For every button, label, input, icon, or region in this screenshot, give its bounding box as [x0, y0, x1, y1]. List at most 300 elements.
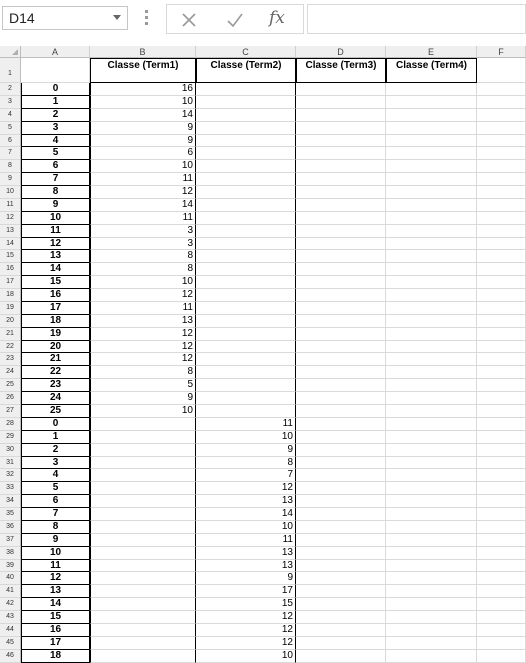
cell-a7[interactable]: 5: [21, 147, 90, 160]
row-header-17[interactable]: 17: [0, 276, 21, 289]
cell-a29[interactable]: 1: [21, 431, 90, 444]
more-options-icon[interactable]: [145, 10, 149, 26]
cell-f34[interactable]: [477, 495, 526, 508]
row-header-32[interactable]: 32: [0, 469, 21, 482]
cell-a11[interactable]: 9: [21, 199, 90, 212]
cell-d30[interactable]: [296, 444, 386, 457]
cell-b28[interactable]: [90, 418, 196, 431]
cell-c41[interactable]: 17: [196, 585, 296, 598]
cell-f6[interactable]: [477, 135, 526, 148]
row-header-37[interactable]: 37: [0, 534, 21, 547]
cell-b25[interactable]: 5: [90, 379, 196, 392]
row-header-9[interactable]: 9: [0, 173, 21, 186]
cell-b10[interactable]: 12: [90, 186, 196, 199]
row-header-7[interactable]: 7: [0, 147, 21, 160]
cell-e31[interactable]: [386, 457, 477, 470]
row-header-31[interactable]: 31: [0, 457, 21, 470]
cell-d5[interactable]: [296, 122, 386, 135]
cell-d15[interactable]: [296, 250, 386, 263]
cell-e18[interactable]: [386, 289, 477, 302]
row-header-20[interactable]: 20: [0, 315, 21, 328]
cell-c7[interactable]: [196, 147, 296, 160]
cell-e14[interactable]: [386, 238, 477, 251]
cell-f39[interactable]: [477, 560, 526, 573]
cell-f40[interactable]: [477, 572, 526, 585]
cell-c15[interactable]: [196, 250, 296, 263]
row-header-11[interactable]: 11: [0, 199, 21, 212]
cell-b14[interactable]: 3: [90, 238, 196, 251]
cell-c27[interactable]: [196, 405, 296, 418]
enter-icon[interactable]: [225, 10, 245, 30]
row-header-44[interactable]: 44: [0, 624, 21, 637]
cell-e11[interactable]: [386, 199, 477, 212]
cell-a18[interactable]: 16: [21, 289, 90, 302]
row-header-12[interactable]: 12: [0, 212, 21, 225]
cell-c34[interactable]: 13: [196, 495, 296, 508]
cell-e36[interactable]: [386, 521, 477, 534]
row-header-45[interactable]: 45: [0, 637, 21, 650]
cell-c22[interactable]: [196, 341, 296, 354]
cell-d39[interactable]: [296, 560, 386, 573]
cell-d24[interactable]: [296, 366, 386, 379]
cell-a34[interactable]: 6: [21, 495, 90, 508]
row-header-18[interactable]: 18: [0, 289, 21, 302]
row-header-23[interactable]: 23: [0, 353, 21, 366]
cell-e21[interactable]: [386, 328, 477, 341]
row-header-13[interactable]: 13: [0, 225, 21, 238]
cell-d42[interactable]: [296, 598, 386, 611]
cell-a42[interactable]: 14: [21, 598, 90, 611]
row-header-5[interactable]: 5: [0, 122, 21, 135]
cell-f20[interactable]: [477, 315, 526, 328]
cell-c43[interactable]: 12: [196, 611, 296, 624]
cell-d38[interactable]: [296, 547, 386, 560]
cell-f28[interactable]: [477, 418, 526, 431]
cell-f35[interactable]: [477, 508, 526, 521]
name-box[interactable]: [2, 6, 128, 30]
chevron-down-icon[interactable]: [113, 15, 121, 20]
row-header-3[interactable]: 3: [0, 96, 21, 109]
cell-a30[interactable]: 2: [21, 444, 90, 457]
cell-c12[interactable]: [196, 212, 296, 225]
cell-f21[interactable]: [477, 328, 526, 341]
column-header-c[interactable]: C: [196, 46, 296, 58]
cell-a27[interactable]: 25: [21, 405, 90, 418]
cell-b38[interactable]: [90, 547, 196, 560]
cell-e23[interactable]: [386, 353, 477, 366]
cell-d34[interactable]: [296, 495, 386, 508]
row-header-15[interactable]: 15: [0, 250, 21, 263]
cell-b39[interactable]: [90, 560, 196, 573]
cell-a26[interactable]: 24: [21, 392, 90, 405]
cell-e2[interactable]: [386, 83, 477, 96]
cell-f43[interactable]: [477, 611, 526, 624]
cell-e38[interactable]: [386, 547, 477, 560]
cell-c32[interactable]: 7: [196, 469, 296, 482]
cell-e32[interactable]: [386, 469, 477, 482]
cell-f3[interactable]: [477, 96, 526, 109]
cell-f15[interactable]: [477, 250, 526, 263]
cell-c9[interactable]: [196, 173, 296, 186]
cell-b6[interactable]: 9: [90, 135, 196, 148]
row-header-42[interactable]: 42: [0, 598, 21, 611]
cell-b27[interactable]: 10: [90, 405, 196, 418]
row-header-38[interactable]: 38: [0, 547, 21, 560]
cell-b5[interactable]: 9: [90, 122, 196, 135]
cell-a19[interactable]: 17: [21, 302, 90, 315]
header-cell-f[interactable]: [477, 58, 526, 83]
cell-f19[interactable]: [477, 302, 526, 315]
cell-e27[interactable]: [386, 405, 477, 418]
cell-e6[interactable]: [386, 135, 477, 148]
cell-a39[interactable]: 11: [21, 560, 90, 573]
cell-a31[interactable]: 3: [21, 457, 90, 470]
cell-f37[interactable]: [477, 534, 526, 547]
cell-b3[interactable]: 10: [90, 96, 196, 109]
cell-f44[interactable]: [477, 624, 526, 637]
row-header-4[interactable]: 4: [0, 109, 21, 122]
cell-e37[interactable]: [386, 534, 477, 547]
cell-a4[interactable]: 2: [21, 109, 90, 122]
cell-f14[interactable]: [477, 238, 526, 251]
row-header-46[interactable]: 46: [0, 650, 21, 663]
cell-b31[interactable]: [90, 457, 196, 470]
row-header-34[interactable]: 34: [0, 495, 21, 508]
cell-a9[interactable]: 7: [21, 173, 90, 186]
cell-a3[interactable]: 1: [21, 96, 90, 109]
row-header-16[interactable]: 16: [0, 263, 21, 276]
column-header-d[interactable]: D: [296, 46, 386, 58]
row-header-22[interactable]: 22: [0, 341, 21, 354]
cell-a10[interactable]: 8: [21, 186, 90, 199]
cell-f12[interactable]: [477, 212, 526, 225]
column-header-b[interactable]: B: [90, 46, 196, 58]
cell-e35[interactable]: [386, 508, 477, 521]
cell-b12[interactable]: 11: [90, 212, 196, 225]
cell-a45[interactable]: 17: [21, 637, 90, 650]
header-cell-c[interactable]: Classe (Term2): [196, 58, 296, 83]
row-header-40[interactable]: 40: [0, 572, 21, 585]
cell-d20[interactable]: [296, 315, 386, 328]
cell-b16[interactable]: 8: [90, 263, 196, 276]
cell-f17[interactable]: [477, 276, 526, 289]
cell-e33[interactable]: [386, 482, 477, 495]
cell-b22[interactable]: 12: [90, 341, 196, 354]
cell-b26[interactable]: 9: [90, 392, 196, 405]
row-header-21[interactable]: 21: [0, 328, 21, 341]
cell-e25[interactable]: [386, 379, 477, 392]
cell-d2[interactable]: [296, 83, 386, 96]
cell-b32[interactable]: [90, 469, 196, 482]
cell-e10[interactable]: [386, 186, 477, 199]
cell-d14[interactable]: [296, 238, 386, 251]
cell-b29[interactable]: [90, 431, 196, 444]
cell-d25[interactable]: [296, 379, 386, 392]
cell-f10[interactable]: [477, 186, 526, 199]
cell-c46[interactable]: 10: [196, 650, 296, 663]
cell-e29[interactable]: [386, 431, 477, 444]
cell-e39[interactable]: [386, 560, 477, 573]
cell-f25[interactable]: [477, 379, 526, 392]
cell-b45[interactable]: [90, 637, 196, 650]
cell-b21[interactable]: 12: [90, 328, 196, 341]
cell-f9[interactable]: [477, 173, 526, 186]
cell-b18[interactable]: 12: [90, 289, 196, 302]
cell-d22[interactable]: [296, 341, 386, 354]
cell-b44[interactable]: [90, 624, 196, 637]
cell-c25[interactable]: [196, 379, 296, 392]
cell-c44[interactable]: 12: [196, 624, 296, 637]
cell-b40[interactable]: [90, 572, 196, 585]
cell-d35[interactable]: [296, 508, 386, 521]
formula-input[interactable]: [307, 4, 526, 34]
cell-a33[interactable]: 5: [21, 482, 90, 495]
cell-f38[interactable]: [477, 547, 526, 560]
cell-c6[interactable]: [196, 135, 296, 148]
cell-a22[interactable]: 20: [21, 341, 90, 354]
cell-d33[interactable]: [296, 482, 386, 495]
cell-f5[interactable]: [477, 122, 526, 135]
cell-f45[interactable]: [477, 637, 526, 650]
row-header-10[interactable]: 10: [0, 186, 21, 199]
cell-e13[interactable]: [386, 225, 477, 238]
cell-c3[interactable]: [196, 96, 296, 109]
cell-a28[interactable]: 0: [21, 418, 90, 431]
row-header-24[interactable]: 24: [0, 366, 21, 379]
cell-c45[interactable]: 12: [196, 637, 296, 650]
cell-e5[interactable]: [386, 122, 477, 135]
cell-e9[interactable]: [386, 173, 477, 186]
cell-b9[interactable]: 11: [90, 173, 196, 186]
cell-f27[interactable]: [477, 405, 526, 418]
row-header-14[interactable]: 14: [0, 238, 21, 251]
row-header-25[interactable]: 25: [0, 379, 21, 392]
cell-a24[interactable]: 22: [21, 366, 90, 379]
cell-b33[interactable]: [90, 482, 196, 495]
cell-d41[interactable]: [296, 585, 386, 598]
cell-e30[interactable]: [386, 444, 477, 457]
header-cell-e[interactable]: Classe (Term4): [386, 58, 477, 83]
cell-f7[interactable]: [477, 147, 526, 160]
cell-a14[interactable]: 12: [21, 238, 90, 251]
cell-c8[interactable]: [196, 160, 296, 173]
cell-c31[interactable]: 8: [196, 457, 296, 470]
cell-d37[interactable]: [296, 534, 386, 547]
row-header-19[interactable]: 19: [0, 302, 21, 315]
cell-c16[interactable]: [196, 263, 296, 276]
cell-a46[interactable]: 18: [21, 650, 90, 663]
cell-b7[interactable]: 6: [90, 147, 196, 160]
cell-c38[interactable]: 13: [196, 547, 296, 560]
cell-a32[interactable]: 4: [21, 469, 90, 482]
cell-f42[interactable]: [477, 598, 526, 611]
row-header-33[interactable]: 33: [0, 482, 21, 495]
row-header-35[interactable]: 35: [0, 508, 21, 521]
cell-f4[interactable]: [477, 109, 526, 122]
row-header-43[interactable]: 43: [0, 611, 21, 624]
cell-d43[interactable]: [296, 611, 386, 624]
cell-f26[interactable]: [477, 392, 526, 405]
cell-f23[interactable]: [477, 353, 526, 366]
cell-f36[interactable]: [477, 521, 526, 534]
cell-b36[interactable]: [90, 521, 196, 534]
row-header-28[interactable]: 28: [0, 418, 21, 431]
header-cell-b[interactable]: Classe (Term1): [90, 58, 196, 83]
cell-f33[interactable]: [477, 482, 526, 495]
row-header-27[interactable]: 27: [0, 405, 21, 418]
cell-b30[interactable]: [90, 444, 196, 457]
cell-c36[interactable]: 10: [196, 521, 296, 534]
cell-a40[interactable]: 12: [21, 572, 90, 585]
cell-e24[interactable]: [386, 366, 477, 379]
cell-d45[interactable]: [296, 637, 386, 650]
cell-a38[interactable]: 10: [21, 547, 90, 560]
cell-d32[interactable]: [296, 469, 386, 482]
cell-d36[interactable]: [296, 521, 386, 534]
cell-f29[interactable]: [477, 431, 526, 444]
cell-f16[interactable]: [477, 263, 526, 276]
cell-e19[interactable]: [386, 302, 477, 315]
cell-f41[interactable]: [477, 585, 526, 598]
column-header-e[interactable]: E: [386, 46, 477, 58]
cell-e8[interactable]: [386, 160, 477, 173]
cell-e34[interactable]: [386, 495, 477, 508]
cell-d28[interactable]: [296, 418, 386, 431]
cell-d11[interactable]: [296, 199, 386, 212]
cell-a23[interactable]: 21: [21, 353, 90, 366]
cell-a36[interactable]: 8: [21, 521, 90, 534]
cell-e41[interactable]: [386, 585, 477, 598]
cell-e42[interactable]: [386, 598, 477, 611]
cell-b17[interactable]: 10: [90, 276, 196, 289]
cell-a37[interactable]: 9: [21, 534, 90, 547]
cell-b15[interactable]: 8: [90, 250, 196, 263]
select-all-button[interactable]: [0, 46, 21, 58]
cell-c33[interactable]: 12: [196, 482, 296, 495]
cell-d27[interactable]: [296, 405, 386, 418]
cell-f13[interactable]: [477, 225, 526, 238]
cell-d4[interactable]: [296, 109, 386, 122]
cell-a35[interactable]: 7: [21, 508, 90, 521]
row-header-39[interactable]: 39: [0, 560, 21, 573]
cell-b13[interactable]: 3: [90, 225, 196, 238]
cell-e26[interactable]: [386, 392, 477, 405]
cell-a13[interactable]: 11: [21, 225, 90, 238]
cell-e4[interactable]: [386, 109, 477, 122]
cell-a17[interactable]: 15: [21, 276, 90, 289]
cell-b4[interactable]: 14: [90, 109, 196, 122]
cell-c20[interactable]: [196, 315, 296, 328]
cell-f30[interactable]: [477, 444, 526, 457]
row-header-29[interactable]: 29: [0, 431, 21, 444]
cell-f24[interactable]: [477, 366, 526, 379]
cell-a5[interactable]: 3: [21, 122, 90, 135]
cell-a12[interactable]: 10: [21, 212, 90, 225]
cell-e45[interactable]: [386, 637, 477, 650]
cell-d40[interactable]: [296, 572, 386, 585]
row-header-8[interactable]: 8: [0, 160, 21, 173]
cell-e20[interactable]: [386, 315, 477, 328]
cell-b23[interactable]: 12: [90, 353, 196, 366]
cell-d31[interactable]: [296, 457, 386, 470]
cell-d18[interactable]: [296, 289, 386, 302]
row-header-26[interactable]: 26: [0, 392, 21, 405]
cell-d10[interactable]: [296, 186, 386, 199]
cell-c28[interactable]: 11: [196, 418, 296, 431]
cell-c4[interactable]: [196, 109, 296, 122]
cell-c35[interactable]: 14: [196, 508, 296, 521]
cell-b34[interactable]: [90, 495, 196, 508]
row-header-36[interactable]: 36: [0, 521, 21, 534]
cell-c24[interactable]: [196, 366, 296, 379]
cell-a21[interactable]: 19: [21, 328, 90, 341]
header-cell-a[interactable]: [21, 58, 90, 83]
cell-c11[interactable]: [196, 199, 296, 212]
cell-d17[interactable]: [296, 276, 386, 289]
cell-d8[interactable]: [296, 160, 386, 173]
row-header-30[interactable]: 30: [0, 444, 21, 457]
column-header-a[interactable]: A: [21, 46, 90, 58]
cell-d23[interactable]: [296, 353, 386, 366]
cell-f2[interactable]: [477, 83, 526, 96]
cell-e12[interactable]: [386, 212, 477, 225]
cell-d19[interactable]: [296, 302, 386, 315]
cell-b24[interactable]: 8: [90, 366, 196, 379]
cell-e40[interactable]: [386, 572, 477, 585]
row-header-1[interactable]: 1: [0, 58, 21, 83]
cell-c19[interactable]: [196, 302, 296, 315]
cell-e16[interactable]: [386, 263, 477, 276]
cell-a16[interactable]: 14: [21, 263, 90, 276]
cell-e17[interactable]: [386, 276, 477, 289]
cell-b43[interactable]: [90, 611, 196, 624]
cell-c2[interactable]: [196, 83, 296, 96]
cell-c10[interactable]: [196, 186, 296, 199]
cell-c29[interactable]: 10: [196, 431, 296, 444]
cell-d44[interactable]: [296, 624, 386, 637]
cell-d26[interactable]: [296, 392, 386, 405]
cell-c39[interactable]: 13: [196, 560, 296, 573]
cell-c42[interactable]: 15: [196, 598, 296, 611]
cell-a25[interactable]: 23: [21, 379, 90, 392]
column-header-f[interactable]: F: [477, 46, 526, 58]
cell-c13[interactable]: [196, 225, 296, 238]
cell-b8[interactable]: 10: [90, 160, 196, 173]
cell-b20[interactable]: 13: [90, 315, 196, 328]
cell-e3[interactable]: [386, 96, 477, 109]
cell-d12[interactable]: [296, 212, 386, 225]
cell-f22[interactable]: [477, 341, 526, 354]
cell-b19[interactable]: 11: [90, 302, 196, 315]
cell-e28[interactable]: [386, 418, 477, 431]
cell-b37[interactable]: [90, 534, 196, 547]
cell-f31[interactable]: [477, 457, 526, 470]
cell-a8[interactable]: 6: [21, 160, 90, 173]
cell-f11[interactable]: [477, 199, 526, 212]
cell-a15[interactable]: 13: [21, 250, 90, 263]
cell-d9[interactable]: [296, 173, 386, 186]
cell-d3[interactable]: [296, 96, 386, 109]
cell-c23[interactable]: [196, 353, 296, 366]
cell-c26[interactable]: [196, 392, 296, 405]
cell-b2[interactable]: 16: [90, 83, 196, 96]
cell-d6[interactable]: [296, 135, 386, 148]
cell-c17[interactable]: [196, 276, 296, 289]
cell-c30[interactable]: 9: [196, 444, 296, 457]
cell-d7[interactable]: [296, 147, 386, 160]
cell-a43[interactable]: 15: [21, 611, 90, 624]
cell-e22[interactable]: [386, 341, 477, 354]
